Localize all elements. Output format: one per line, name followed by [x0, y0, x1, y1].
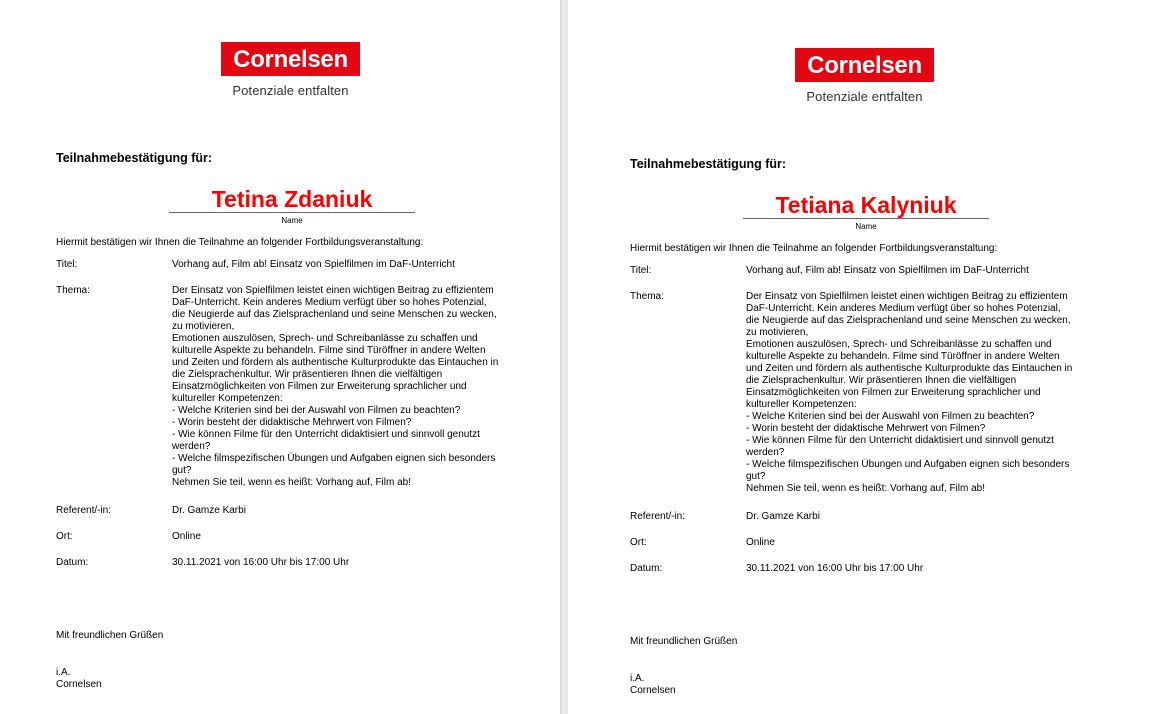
thema-label: Thema: — [630, 291, 664, 302]
participant-name: Tetina Zdaniuk — [169, 186, 415, 213]
participant-name: Tetiana Kalyniuk — [743, 192, 989, 219]
logo-wordmark: Cornelsen — [795, 48, 934, 82]
intro-text: Hiermit bestätigen wir Ihnen die Teilnahme an folgender Fortbildungsveranstaltung: — [630, 243, 998, 254]
certificate-page-right — [568, 0, 1153, 714]
titel-label: Titel: — [630, 265, 652, 276]
name-caption: Name — [281, 216, 303, 225]
titel-label: Titel: — [56, 259, 78, 270]
referent-value: Dr. Gamze Karbi — [746, 511, 820, 522]
certificate-heading: Teilnahmebestätigung für: — [630, 157, 787, 171]
name-caption: Name — [855, 222, 877, 231]
logo-tagline: Potenziale entfalten — [806, 89, 923, 104]
ort-label: Ort: — [630, 537, 647, 548]
cornelsen-logo — [221, 42, 360, 98]
cornelsen-logo — [795, 48, 934, 104]
datum-value: 30.11.2021 von 16:00 Uhr bis 17:00 Uhr — [746, 563, 924, 574]
titel-value: Vorhang auf, Film ab! Einsatz von Spielfilmen im DaF-Unterricht — [172, 259, 455, 270]
datum-label: Datum: — [56, 557, 89, 568]
datum-value: 30.11.2021 von 16:00 Uhr bis 17:00 Uhr — [172, 557, 350, 568]
closing-text: Mit freundlichen Grüßen — [56, 630, 164, 641]
signature-ia: i.A. — [630, 673, 645, 684]
referent-label: Referent/-in: — [630, 511, 686, 522]
ort-value: Online — [172, 531, 201, 542]
thema-value: Der Einsatz von Spielfilmen leistet einen wichtigen Beitrag zu effizientem DaF-Unterricht. Kein anderes Medium verfügt über so hohes Potenzial, die Neugierde auf das Zielsprachenland und seine Menschen zu wecken, zu motivieren, Emotionen auszulösen, Sprech- und Schreibanlässe zu schaffen und kulturelle Aspekte zu behandeln. Filme sind Türöffner in andere Welten und Zeiten und fördern als authentische Kulturprodukte das Eintauchen in die Zielsprachenkultur. Wir präsentieren Ihnen die vielfältigen Einsatzmöglichkeiten von Filmen zur Erweiterung sprachlicher und kultureller Kompetenzen: - Welche Kriterien sind bei der Auswahl von Filmen zu beachten? - Worin besteht der didaktische Mehrwert von Filmen? - Wie können Filme für den Unterricht didaktisiert und sinnvoll genutzt werden? - Welche filmspezifischen Übungen und Aufgaben eignen sich besonders gut? Nehmen Sie teil, wenn es heißt: Vorhang auf, Film ab! — [746, 291, 1073, 494]
intro-text: Hiermit bestätigen wir Ihnen die Teilnahme an folgender Fortbildungsveranstaltung: — [56, 237, 424, 248]
certificate-page-left — [0, 0, 560, 714]
datum-label: Datum: — [630, 563, 663, 574]
ort-value: Online — [746, 537, 775, 548]
logo-wordmark: Cornelsen — [221, 42, 360, 76]
signature-ia: i.A. — [56, 667, 71, 678]
ort-label: Ort: — [56, 531, 73, 542]
titel-value: Vorhang auf, Film ab! Einsatz von Spielfilmen im DaF-Unterricht — [746, 265, 1029, 276]
page-gap — [560, 0, 568, 714]
certificate-heading: Teilnahmebestätigung für: — [56, 151, 213, 165]
signature-company: Cornelsen — [56, 679, 102, 690]
referent-label: Referent/-in: — [56, 505, 112, 516]
thema-value: Der Einsatz von Spielfilmen leistet einen wichtigen Beitrag zu effizientem DaF-Unterricht. Kein anderes Medium verfügt über so hohes Potenzial, die Neugierde auf das Zielsprachenland und seine Menschen zu wecken, zu motivieren, Emotionen auszulösen, Sprech- und Schreibanlässe zu schaffen und kulturelle Aspekte zu behandeln. Filme sind Türöffner in andere Welten und Zeiten und fördern als authentische Kulturprodukte das Eintauchen in die Zielsprachenkultur. Wir präsentieren Ihnen die vielfältigen Einsatzmöglichkeiten von Filmen zur Erweiterung sprachlicher und kultureller Kompetenzen: - Welche Kriterien sind bei der Auswahl von Filmen zu beachten? - Worin besteht der didaktische Mehrwert von Filmen? - Wie können Filme für den Unterricht didaktisiert und sinnvoll genutzt werden? - Welche filmspezifischen Übungen und Aufgaben eignen sich besonders gut? Nehmen Sie teil, wenn es heißt: Vorhang auf, Film ab! — [172, 285, 499, 487]
signature-company: Cornelsen — [630, 685, 676, 696]
closing-text: Mit freundlichen Grüßen — [630, 636, 738, 647]
referent-value: Dr. Gamze Karbi — [172, 505, 246, 516]
thema-label: Thema: — [56, 285, 90, 296]
logo-tagline: Potenziale entfalten — [232, 83, 349, 98]
